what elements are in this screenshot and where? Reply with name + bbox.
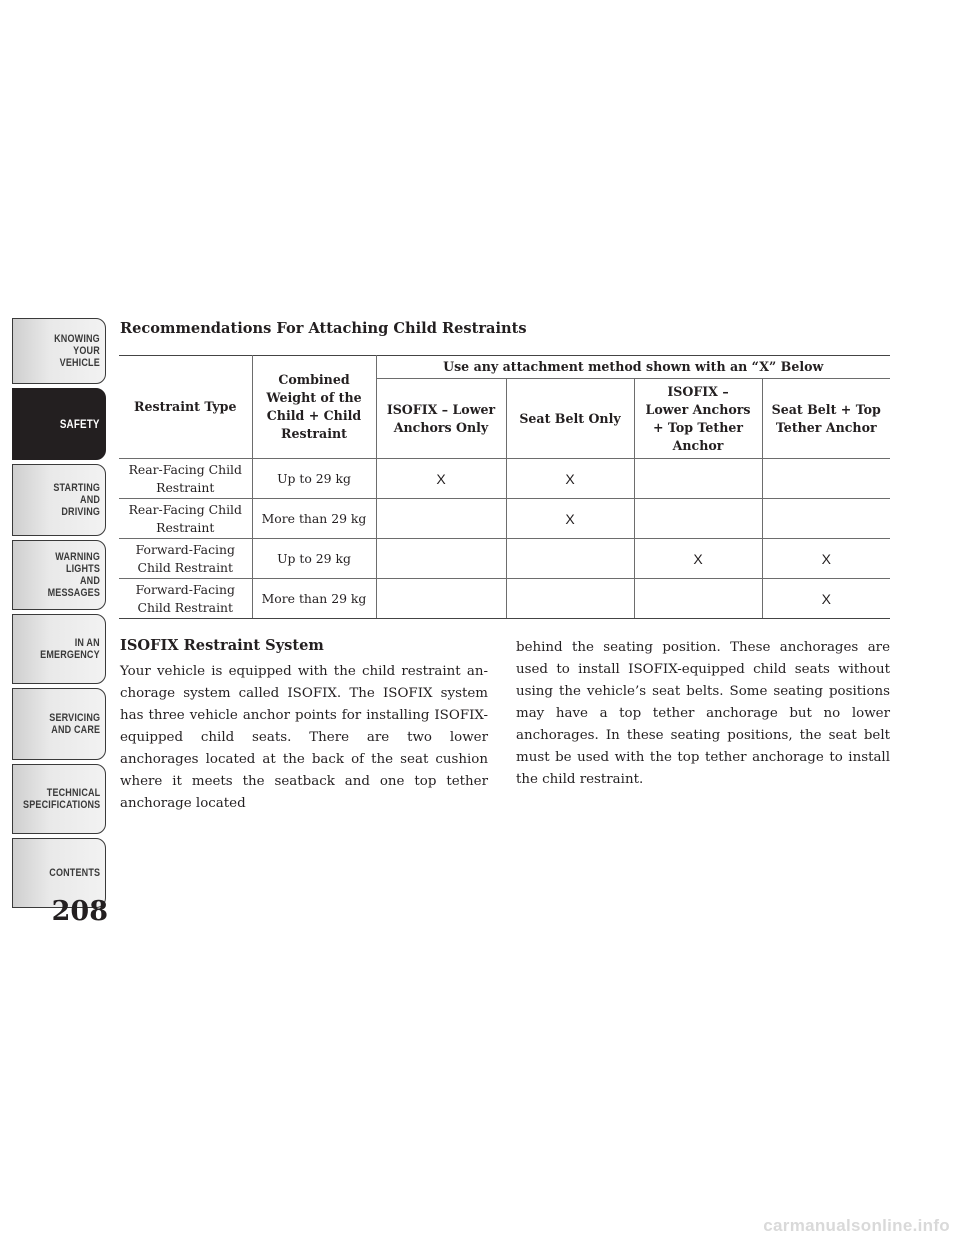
table-row <box>119 539 890 579</box>
header-isofix-lower: ISOFIX – Lower Anchors Only <box>376 379 506 459</box>
cell-mark: X <box>376 459 506 499</box>
tab-label: SAFETY <box>60 417 101 431</box>
tab-warning-lights-and-messages[interactable] <box>12 540 106 610</box>
cell-weight: Up to 29 kg <box>252 539 376 579</box>
tab-label: IN AN EMERGENCY <box>40 637 101 661</box>
child-restraint-table <box>119 355 890 619</box>
tab-safety[interactable] <box>12 388 106 460</box>
watermark: carmanualsonline.info <box>763 1216 950 1235</box>
cell-mark <box>762 459 890 499</box>
cell-weight: More than 29 kg <box>252 579 376 619</box>
tab-label: SERVICING AND CARE <box>49 712 101 736</box>
cell-restraint-type: Rear-Facing Child Restraint <box>119 499 252 539</box>
table-row <box>119 459 890 499</box>
tab-starting-and-driving[interactable] <box>12 464 106 536</box>
cell-mark: X <box>634 539 762 579</box>
isofix-heading: ISOFIX Restraint System <box>120 637 324 654</box>
tab-knowing-your-vehicle[interactable] <box>12 318 106 384</box>
header-isofix-tether: ISOFIX – Lower Anchors + Top Tether Anchor <box>634 379 762 459</box>
tab-in-an-emergency[interactable] <box>12 614 106 684</box>
header-restraint-type: Restraint Type <box>119 356 252 459</box>
cell-restraint-type: Rear-Facing Child Restraint <box>119 459 252 499</box>
tab-label: CONTENTS <box>49 867 101 879</box>
cell-restraint-type: Forward-Facing Child Restraint <box>119 579 252 619</box>
page-number: 208 <box>51 896 108 927</box>
cell-mark: X <box>762 579 890 619</box>
tab-label: WARNING LIGHTS AND MESSAGES <box>47 551 101 599</box>
tab-technical-specifications[interactable] <box>12 764 106 834</box>
tab-label: KNOWING YOUR VEHICLE <box>54 333 101 369</box>
cell-restraint-type: Forward-Facing Child Restraint <box>119 539 252 579</box>
tab-servicing-and-care[interactable] <box>12 688 106 760</box>
cell-mark <box>634 459 762 499</box>
tab-label: STARTING AND DRIVING <box>53 482 101 518</box>
cell-mark <box>376 539 506 579</box>
header-combined-weight: Combined Weight of the Child + Child Restraint <box>252 356 376 459</box>
cell-mark <box>376 579 506 619</box>
cell-mark <box>506 539 634 579</box>
cell-weight: More than 29 kg <box>252 499 376 539</box>
isofix-body-right: behind the seating position. These anchorages are used to install ISOFIX-equipped child seats without using the vehicle’s seat belts. Some seating positions may have a top tether anchorage but no lower anchorages. In these seating positions, the seat belt must be used with the top tether anchorage to install the child restraint. <box>516 640 890 787</box>
header-seat-belt-tether: Seat Belt + Top Tether Anchor <box>762 379 890 459</box>
cell-mark <box>762 499 890 539</box>
header-attachment-group: Use any attachment method shown with an “X” Below <box>376 356 890 379</box>
cell-mark <box>634 499 762 539</box>
cell-mark: X <box>506 459 634 499</box>
cell-mark <box>506 579 634 619</box>
cell-weight: Up to 29 kg <box>252 459 376 499</box>
cell-mark: X <box>762 539 890 579</box>
table-row <box>119 499 890 539</box>
section-heading: Recommendations For Attaching Child Restraints <box>120 320 527 337</box>
table-row <box>119 579 890 619</box>
tab-label: TECHNICAL SPECIFICATIONS <box>22 787 101 811</box>
cell-mark <box>634 579 762 619</box>
header-seat-belt-only: Seat Belt Only <box>506 379 634 459</box>
cell-mark <box>376 499 506 539</box>
chapter-tabs <box>12 318 108 912</box>
isofix-body-left: Your vehicle is equipped with the child restraint an- chorage system called ISOFIX. The ISOFIX system has three vehicle anchor points for installing ISOFIX- equipped child seats. There are two lower anchorages located at the back of the seat cushion where it meets the seatback and one top tether anchorage located <box>120 664 488 811</box>
cell-mark: X <box>506 499 634 539</box>
